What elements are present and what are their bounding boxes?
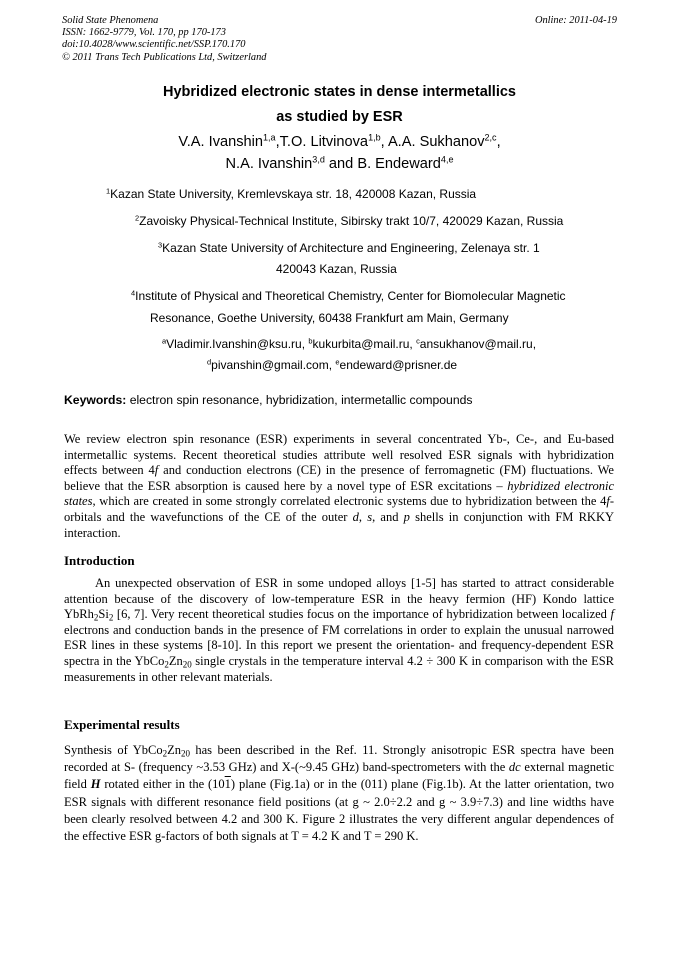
- author-name: V.A. Ivanshin: [178, 134, 263, 150]
- author-name: B. Endeward: [357, 156, 441, 172]
- email-address: pivanshin@gmail.com,: [211, 358, 336, 372]
- affiliation-3-cont: 420043 Kazan, Russia: [276, 262, 397, 276]
- email-mark: c: [416, 336, 420, 346]
- email-address: endeward@prisner.de: [339, 358, 458, 372]
- keywords-label: Keywords:: [64, 393, 127, 407]
- affiliation-3: [158, 241, 540, 255]
- journal-doi: doi:10.4028/www.scientific.net/SSP.170.170: [62, 39, 246, 51]
- affiliation-2: [135, 214, 563, 228]
- affil-text: Kazan State University of Architecture and Engineering, Zelenaya str. 1: [162, 241, 540, 255]
- author-line-2: [62, 153, 617, 175]
- affil-text: Institute of Physical and Theoretical Chemistry, Center for Biomolecular Magnetic: [135, 289, 566, 303]
- paper-title-line-1: Hybridized electronic states in dense intermetallics: [163, 84, 516, 100]
- affiliation-1: [106, 187, 476, 201]
- author-line-1: V.A. Ivanshin$^{1,a}$,T.O. Litvinova$^{1,b}$, A.A. Sukhanov$^{2,c}$,: [178, 132, 501, 150]
- journal-issn: ISSN: 1662-9779, Vol. 170, pp 170-173: [62, 27, 226, 39]
- journal-header: [62, 15, 617, 64]
- affil-text: Zavoisky Physical-Technical Institute, Sibirsky trakt 10/7, 420029 Kazan, Russia: [139, 214, 564, 228]
- section-heading-experimental: Experimental results: [64, 717, 180, 732]
- keywords: [64, 393, 472, 407]
- experimental-paragraph: Synthesis of $YbCo_2Zn_{20}$ has been described in the Ref. 11. Strongly anisotropic ESR spectra have been recorded at S- (frequency ~3.53 GHz) and X-(~9.45 GHz) band-spectrometers with the dc external magnetic field H rotated either in the (101) plane (Fig.1a) or in the (011) plane (Fig.1b). At the latter orientation, two ESR signals with different resonance field positions (at g ~ 2.0÷2.2 and g ~ 3.9÷7.3) and line widths have been clearly resolved between 4.2 and 300 K. Figure 2 illustrates the very different angular dependences of the effective ESR g-factors of both signals at T = 4.2 K and T = 290 K.: [64, 743, 614, 844]
- email-mark: e: [335, 357, 340, 367]
- section-heading-introduction: Introduction: [64, 553, 135, 568]
- email-line-1: [162, 337, 536, 351]
- author-affil-mark: 3,d: [312, 154, 325, 165]
- journal-name: Solid State Phenomena: [62, 15, 159, 26]
- author-affil-mark: 1,a: [263, 132, 276, 143]
- affil-text: Kazan State University, Kremlevskaya str. 18, 420008 Kazan, Russia: [110, 187, 477, 201]
- author-name: N.A. Ivanshin: [225, 156, 313, 172]
- affil-number: 4: [131, 288, 136, 298]
- keywords-text: electron spin resonance, hybridization, intermetallic compounds: [126, 393, 473, 407]
- author-affil-mark: 1,b: [368, 132, 381, 143]
- email-address: kukurbita@mail.ru,: [312, 337, 417, 351]
- email-line-2: [207, 358, 457, 372]
- email-address: Vladimir.Ivanshin@ksu.ru,: [166, 337, 309, 351]
- affil-number: 3: [158, 240, 163, 250]
- email-mark: b: [308, 336, 313, 346]
- author-and: and: [324, 156, 358, 172]
- affiliation-4: [131, 289, 566, 303]
- author-affil-mark: 4,e: [440, 154, 454, 165]
- paper-title-line-2: as studied by ESR: [276, 109, 403, 125]
- author-name: T.O. Litvinova: [279, 134, 369, 150]
- author-name: A.A. Sukhanov: [387, 134, 485, 150]
- abstract: We review electron spin resonance (ESR) experiments in several concentrated Yb-, Ce-, and Eu-based intermetallic systems. Recent theoretical studies attribute well resolved ESR signals with hybridization effects between 4f and conduction electrons (CE) in the presence of ferromagnetic (FM) fluctuations. We believe that the ESR absorption is caused here by a novel type of ESR excitations – hybridized electronic states, which are created in some strongly correlated electronic systems due to hybridization between the 4f-orbitals and the wavefunctions of the CE of the outer d, s, and p shells in conjunction with FM RKKY interaction.: [64, 432, 614, 540]
- email-address: ansukhanov@mail.ru,: [419, 337, 537, 351]
- email-mark: d: [207, 357, 212, 367]
- author-affil-mark: 2,c: [484, 132, 497, 143]
- journal-copyright: © 2011 Trans Tech Publications Ltd, Switzerland: [62, 51, 267, 63]
- affil-number: 2: [135, 213, 140, 223]
- affiliation-4-cont: Resonance, Goethe University, 60438 Frankfurt am Main, Germany: [150, 311, 509, 325]
- online-date: Online: 2011-04-19: [534, 15, 617, 26]
- email-mark: a: [162, 336, 167, 346]
- affil-number: 1: [106, 186, 111, 196]
- introduction-paragraph: An unexpected observation of ESR in some undoped alloys [1-5] has started to attract considerable attention because of the discovery of low-temperature ESR in the heavy fermion (HF) Kondo lattice $YbRh_2Si_2$ [6, 7]. Very recent theoretical studies focus on the importance of hybridization between localized f electrons and conduction bands in the presence of FM correlations in order to explain the unusual narrowed ESR lines in these systems [8-10]. In this report we present the orientation- and frequency-dependent ESR spectra in the $YbCo_2Zn_{20}$ single crystals in the temperature interval 4.2 ÷ 300 K in comparison with the ESR measurements in other relevant materials.: [64, 576, 614, 684]
